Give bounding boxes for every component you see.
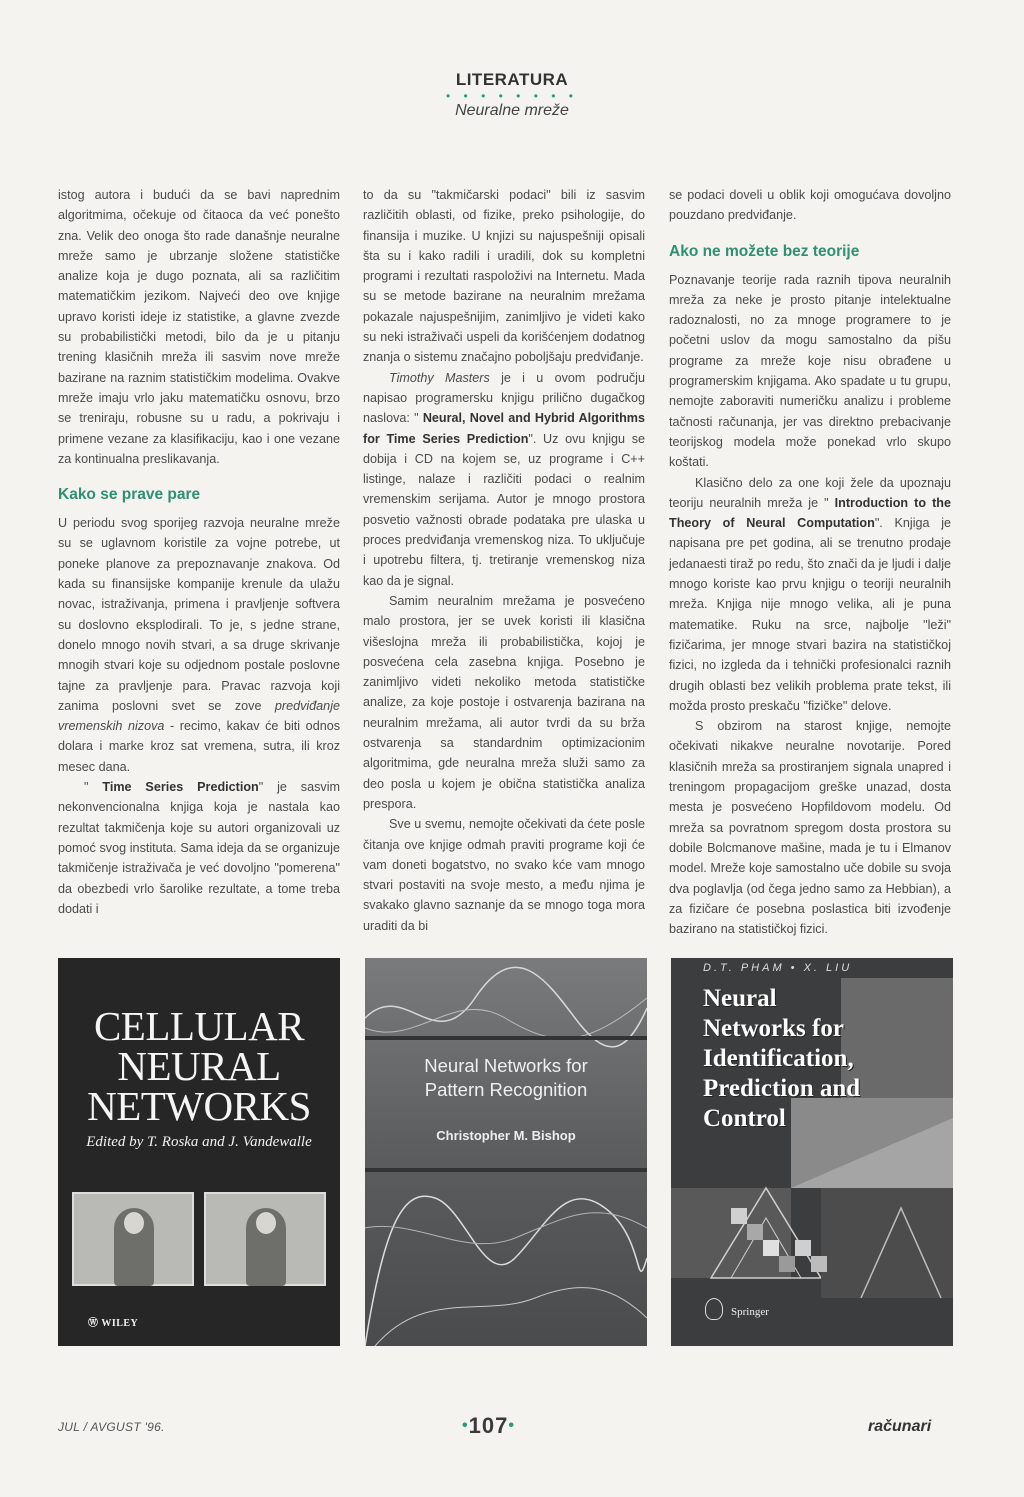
page-number: •107• (462, 1413, 515, 1438)
paragraph: U periodu svog sporijeg razvoja neuralne mreže su se uglavnom koristile za vojne potrebe, ut poneke planove za prepoznavanje znakova. Od kada su finansijske kompanije krenule da ulažu novac, istraživanja, primena i pravljenje softvera su doslovno eksplodirali. To je, s jedne strane, donelo mnogo novih stvari, a sa druge skrivanje mnogih stvari koje su odjednom postale poslovne tajne za pravljenje para. Pravac razvoja koji zanima poslovni svet se zove predviđanje vremenskih nizova - recimo, kakav će biti odnos dolara i marke kroz sat vremena, sutra, ili kroz mesec dana. (58, 516, 340, 774)
cover-portrait-image (204, 1192, 326, 1286)
paragraph: S obzirom na starost knjige, nemojte očekivati nikakve neuralne novotarije. Pored klasičnih mreža sa prostiranjem signala unapred i treningom propagacijom greške unazad, dosta mesta je posvećeno Hopfildovom modelu. Od mreža sa povratnom spregom dosta prostora su dobile Bolcmanove mašine, mada je tu i Elmanov model. Mreže koje samostalno uče dobile su svoja dva poglavlja (od čega jedno samo za Hebbian), a za fizičare će posebna poslastica biti izvođenje bazirano na statističkoj fizici. (669, 719, 951, 937)
springer-knight-icon (705, 1298, 723, 1320)
paragraph: to da su "takmičarski podaci" bili iz sasvim različitih oblasti, od fizike, preko psihologije, do finansija i muzike. U knjizi su najuspešniji opisali šta su i kako radili i uradili, dok su kompletni programi i rezultati raspoloživi na Internetu. Mada su se metode bazirane na neuralnim mrežama pokazale najuspešnijim, zanimljivo je videti kako su neki istraživači uspeli da korišćenjem dodatnog znanja o sistemu značajno poboljšaju predviđanje. (363, 188, 645, 365)
cover-title: Neural Networks for Identification, Prediction and Control (703, 985, 861, 1132)
paragraph: Timothy Masters je i u ovom području napisao programersku knjigu prilično dugačkog naslova: " Neural, Novel and Hybrid Algorithms for Time Series Prediction". Uz ovu knjigu se dobija i CD na kojem se, uz programe i C++ listinge, nalaze i različiti podaci o realnim vremenskim serijama. Autor je mnogo prostora posvetio važnosti obrade podataka pre ulaska u proces predviđanja vremenskog niza. To uključuje i upotrebu filtera, tj. tretiranje vremenskog niza kao da je signal. (363, 370, 645, 588)
paragraph: Sve u svemu, nemojte očekivati da ćete posle čitanja ove knjige odmah praviti programe koji će vam doneti bogatstvo, no svako kće vam mnogo stvari postaviti na svoje mesto, a među njima je svakako glavno saznanje da se mnogo toga mora uraditi da bi (363, 817, 645, 933)
publisher-logo: Ⓦ WILEY (88, 1318, 139, 1329)
paragraph: se podaci doveli u oblik koji omogućava dovoljno pouzdano predviđanje. (669, 188, 951, 223)
section-title: LITERATURA (455, 70, 569, 89)
paragraph: Samim neuralnim mrežama je posvećeno malo prostora, jer se uvek koristi ili klasična višeslojna mreža ili probabilistička, kojoj je posvećena cela zasebna knjiga. Posebno je zanimljivo videti nekoliko metoda statističke analize, za koje postoje i ostvarenja bazirana na neuralnim mrežama, ali autor tvrdi da su brža ostvarenja sa standardnim optimizacionim algoritmima, gde neuralna mreža služi samo za deo posla u kojem je obična statistička analiza presporа. (363, 593, 645, 811)
book-cover-cellular-neural-networks (58, 958, 340, 1346)
cover-editors: Edited by T. Roska and J. Vandewalle (86, 1134, 312, 1150)
paragraph: istog autora i budući da se bavi naprednim algoritmima, očekuje od čitaoca da već ponešto zna. Velik deo onoga što rade današnje neuralne mreže samo je ubrzanje složene statističke analize koja je dugo poznata, ali sa različitim matematičkim jezikom. Najveći deo ove knjige upravo koristi ideje iz statistike, a glavne zvezde su probabilistički metodi, bilo da je u pitanju trening klasičnih mreža ili sasvim nove mreže bazirane na raznim statističkim modelima. Ovakve mreže imaju vrlo jaku matematičku osnovu, brzo se treniraju, robusne su u radu, a pokrivaju i primene vezane za klasifikaciju, kao i one vezane za kontinualna preslikavanja. (58, 188, 340, 466)
cover-title: Neural Networks for Pattern Recognition (424, 1055, 588, 1100)
book-title-theory: Introduction to the Theory of Neural Computation (669, 495, 951, 531)
text-column-1 (58, 185, 340, 919)
cover-wave-graphic (365, 958, 647, 1346)
cover-authors: D.T. PHAM • X. LIU (703, 962, 853, 974)
text-column-3 (669, 185, 951, 939)
book-cover-identification-prediction-control (671, 958, 953, 1346)
book-title-masters: Neural, Novel and Hybrid Algorithms for Time Series Prediction (363, 411, 645, 446)
cover-portrait-image (72, 1192, 194, 1286)
page-header (0, 70, 1024, 120)
cover-publisher: Springer (731, 1306, 769, 1318)
book-title-time-series-prediction: Time Series Prediction (102, 780, 259, 795)
cover-author: Christopher M. Bishop (436, 1128, 576, 1143)
book-cover-pattern-recognition (365, 958, 647, 1346)
magazine-name: računari (868, 1418, 932, 1435)
paragraph: " Time Series Prediction" je sasvim nekonvencionalna knjiga koja je nastala kao rezultat takmičenja koje su autori organizovali uz pomoć svog instituta. Sama ideja da se organizuje takmičenje istraživača je već dovoljno "pomerena" da obezbedi vrlo šarolike rezultate, a tome treba dodati i (58, 780, 340, 916)
issue-date: JUL / AVGUST '96. (58, 1420, 165, 1434)
subheading-ako-ne-mozete-bez-teorije: Ako ne možete bez teorije (669, 242, 860, 260)
header-dots: • • • • • • • • (446, 89, 578, 103)
cover-title: CELLULAR NEURAL NETWORKS (87, 1003, 311, 1129)
subheading-kako-se-prave-pare: Kako se prave pare (58, 486, 201, 504)
paragraph: Klasično delo za one koji žele da upoznaju teoriju neuralnih mreža je " Introduction to the Theory of Neural Computation". Knjiga je napisana pre pet godina, ali se trenutno prodaje jedanaesti tiraž po redu, što znači da je ljudi i dalje mnogo koriste kao prvu knjigu o teoriji neuralnih mreža. Knjiga nije mnogo velika, ali je puna matematike. Ruku na srce, najbolje "leži" fizičarima, jer mnoge stvari bazira na statističkoj fizici, no izgleda da i tehnički profesionalci raznih drugih oblasti bez velikih problema prate tekst, ili možda prosto preskaču "fizičke" delove. (669, 475, 952, 713)
section-subtitle: Neuralne mreže (455, 102, 569, 119)
text-column-2 (363, 185, 645, 936)
paragraph: Poznavanje teorije rada raznih tipova neuralnih mreža za neke je prosto pitanje intelektualne radoznalosti, no za mnoge programere to je početni uslov da mogu samostalno da pišu programe za mreže koje nisu obrađene u programerskim knjigama. Ako spadate u tu grupu, nemojte zaboraviti numeričku analizu i probleme tačnosti računanja, jer vas direktno prebacivanje teorijskog modela može ponekad vrlo skupo koštati. (669, 272, 951, 470)
